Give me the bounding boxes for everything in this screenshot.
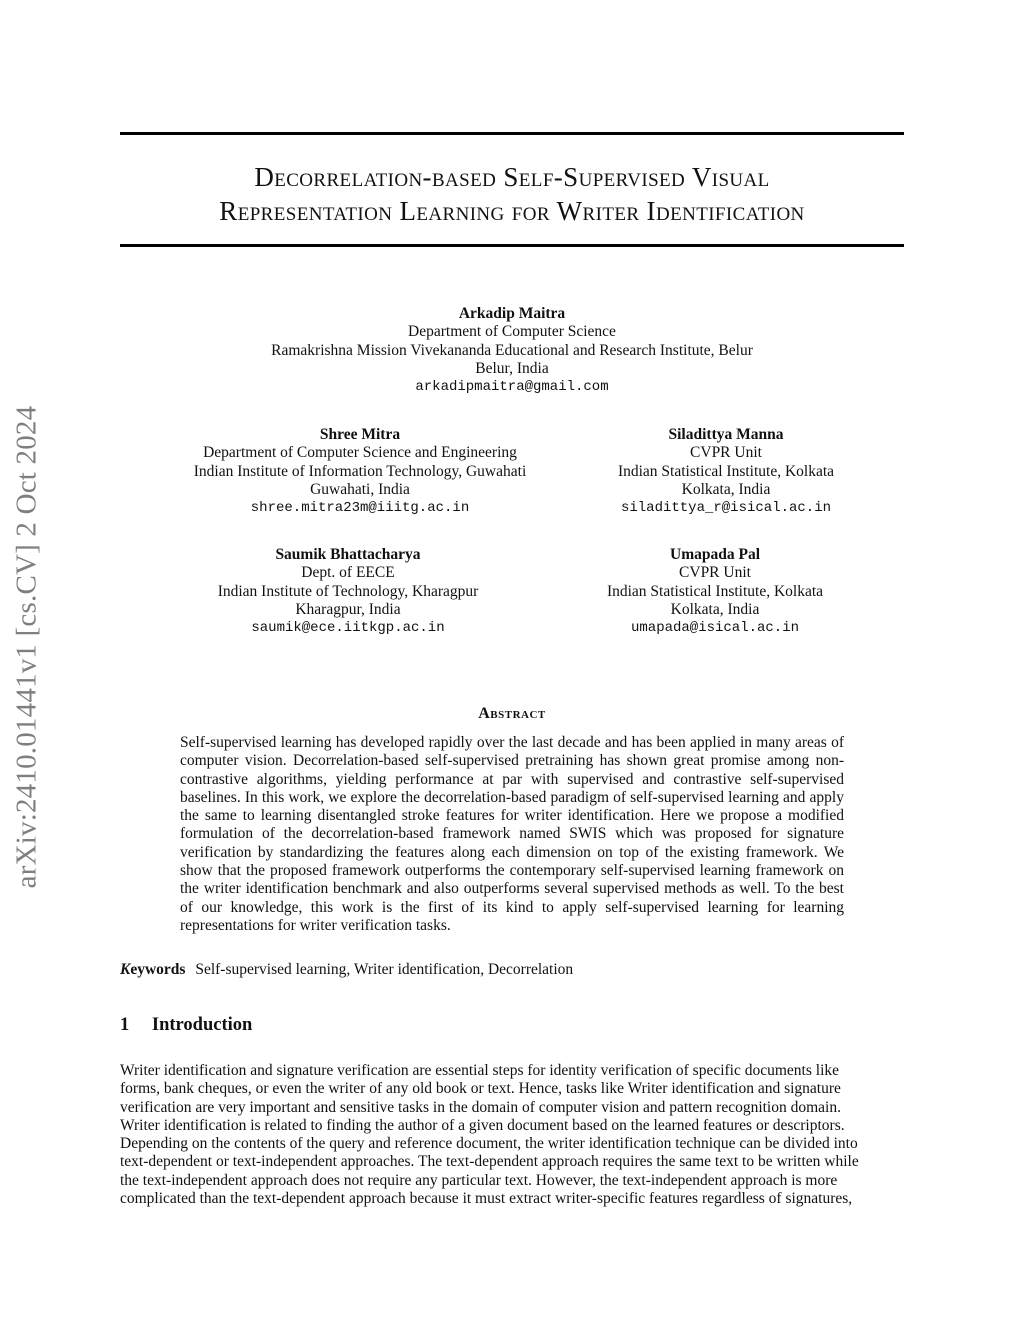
- author-department: CVPR Unit: [679, 564, 751, 582]
- author-block-2: [170, 426, 550, 517]
- author-email[interactable]: arkadipmaitra@gmail.com: [415, 379, 609, 396]
- author-name: Shree Mitra: [319, 426, 401, 443]
- author-institution: Indian Statistical Institute, Kolkata: [606, 582, 824, 600]
- introduction-paragraph: [120, 1062, 904, 1208]
- abstract-heading: Abstract: [478, 705, 546, 722]
- keywords-text: Self-supervised learning, Writer identification, Decorrelation: [195, 961, 574, 978]
- paper-title: [120, 160, 904, 228]
- keywords-label: Keywords: [120, 961, 186, 978]
- author-block-3: [586, 426, 866, 517]
- paragraph-line: Writer identification and signature verification are essential steps for identity verification of specific documents like: [120, 1062, 840, 1079]
- author-block-5: [570, 546, 860, 637]
- author-name: Arkadip Maitra: [458, 305, 566, 322]
- author-department: Department of Computer Science and Engineering: [203, 444, 517, 462]
- author-location: Guwahati, India: [310, 480, 410, 498]
- author-department: Department of Computer Science: [408, 323, 616, 341]
- author-location: Kolkata, India: [670, 600, 760, 618]
- author-name: Saumik Bhattacharya: [275, 546, 421, 563]
- author-department: CVPR Unit: [690, 444, 762, 462]
- section-title: Introduction: [151, 1015, 253, 1035]
- author-email[interactable]: umapada@isical.ac.in: [630, 620, 800, 637]
- paragraph-line: text-dependent or text-independent approaches. The text-dependent approach requires the same text to be written while: [120, 1153, 859, 1171]
- keywords: [120, 961, 904, 979]
- paragraph-line: Writer identification is related to finding the author of a given document based on the learned features or descriptors.: [120, 1116, 845, 1134]
- author-location: Kharagpur, India: [295, 600, 401, 618]
- author-location: Kolkata, India: [681, 480, 771, 498]
- title-top-rule: [120, 132, 904, 135]
- author-block-4: [170, 546, 526, 637]
- abstract-text: Self-supervised learning has developed rapidly over the last decade and has been applied in many areas of computer vision. Decorrelation-based self-supervised pretraining has shown great promise among non-contrastive algorithms, yielding performance at par with supervised and contrastive self-supervised baselines. In this work, we explore the decorrelation-based paradigm of self-supervised learning and apply the same to learning disentangled stroke features for writer identification. Here we propose a modified formulation of the decorrelation-based framework named SWIS which was proposed for signature verification by standardizing the features along each dimension on top of the existing framework. We show that the proposed framework outperforms the contemporary self-supervised learning framework on the writer identification benchmark and also outperforms several supervised methods as well. To the best of our knowledge, this work is the first of its kind to apply self-supervised learning for learning representations for writer verification tasks.: [180, 734, 844, 934]
- title-line-2: Representation Learning for Writer Identification: [219, 196, 805, 226]
- author-email[interactable]: siladittya_r@isical.ac.in: [620, 500, 832, 517]
- author-name: Siladittya Manna: [668, 426, 784, 443]
- paragraph-line: forms, bank cheques, or even the writer of any old book or text. Hence, tasks like Writer identification and signature: [120, 1080, 841, 1098]
- section-heading-introduction: [120, 1015, 252, 1036]
- paragraph-line: verification are very important and sensitive tasks in the domain of computer vision and pattern recognition domain.: [120, 1098, 841, 1116]
- title-bottom-rule: [120, 244, 904, 247]
- paragraph-line: Depending on the contents of the query and reference document, the writer identification technique can be divided into: [120, 1135, 858, 1153]
- author-name: Umapada Pal: [670, 546, 760, 563]
- paragraph-line: complicated than the text-dependent approach because it must extract writer-specific features regardless of signatures,: [120, 1190, 853, 1208]
- author-institution: Indian Institute of Information Technology, Guwahati: [193, 462, 527, 480]
- author-block-1: [200, 305, 824, 396]
- author-department: Dept. of EECE: [301, 564, 395, 582]
- section-number: 1: [120, 1015, 130, 1035]
- author-institution: Indian Institute of Technology, Kharagpur: [217, 582, 479, 600]
- author-email[interactable]: saumik@ece.iitkgp.ac.in: [251, 620, 445, 637]
- title-line-1: Decorrelation-based Self-Supervised Visual: [254, 162, 770, 192]
- arxiv-identifier: arXiv:2410.01441v1 [cs.CV] 2 Oct 2024: [10, 405, 43, 889]
- paragraph-line: the text-independent approach does not require any particular text. However, the text-independent approach is more: [120, 1171, 838, 1189]
- author-email[interactable]: shree.mitra23m@iiitg.ac.in: [250, 500, 470, 517]
- author-institution: Ramakrishna Mission Vivekananda Educational and Research Institute, Belur: [271, 341, 753, 359]
- author-institution: Indian Statistical Institute, Kolkata: [617, 462, 835, 480]
- author-location: Belur, India: [475, 359, 549, 377]
